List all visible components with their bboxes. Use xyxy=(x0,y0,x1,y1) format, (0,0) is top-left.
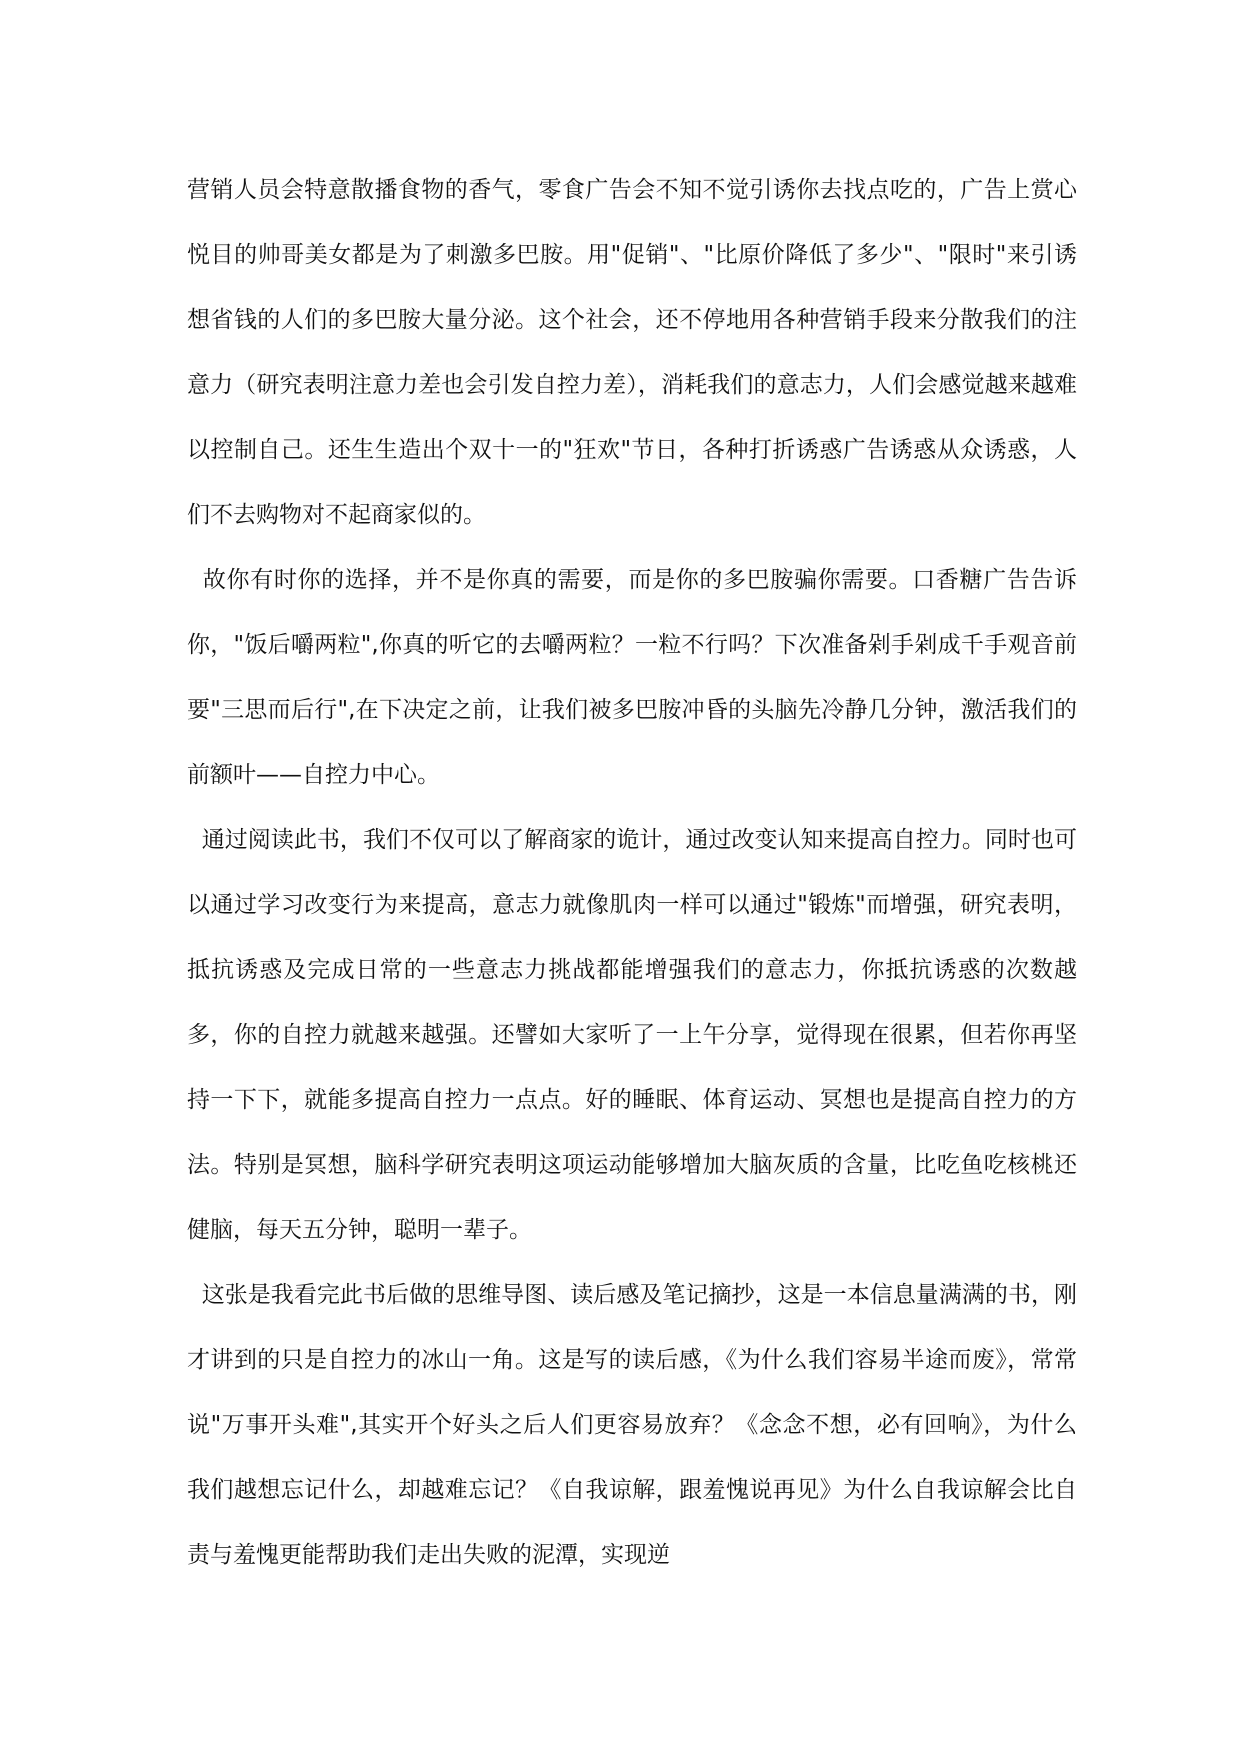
paragraph-1: 营销人员会特意散播食物的香气，零食广告会不知不觉引诱你去找点吃的，广告上赏心悦目的帅哥美女都是为了刺激多巴胺。用"促销"、"比原价降低了多少"、"限时"来引诱想省钱的人们的多巴胺大量分泌。这个社会，还不停地用各种营销手段来分散我们的注意力（研究表明注意力差也会引发自控力差），消耗我们的意志力，人们会感觉越来越难以控制自己。还生生造出个双十一的"狂欢"节日，各种打折诱惑广告诱惑从众诱惑，人们不去购物对不起商家似的。 xyxy=(187,177,1077,528)
paragraph-3: 通过阅读此书，我们不仅可以了解商家的诡计，通过改变认知来提高自控力。同时也可以通过学习改变行为来提高，意志力就像肌肉一样可以通过"锻炼"而增强，研究表明，抵抗诱惑及完成日常的一些意志力挑战都能增强我们的意志力，你抵抗诱惑的次数越多，你的自控力就越来越强。还譬如大家听了一上午分享，觉得现在很累，但若你再坚持一下下，就能多提高自控力一点点。好的睡眠、体育运动、冥想也是提高自控力的方法。特别是冥想，脑科学研究表明这项运动能够增加大脑灰质的含量，比吃鱼吃核桃还健脑，每天五分钟，聪明一辈子。 xyxy=(187,827,1078,1243)
paragraph-2: 故你有时你的选择，并不是你真的需要，而是你的多巴胺骗你需要。口香糖广告告诉你，"饭后嚼两粒",你真的听它的去嚼两粒？一粒不行吗？下次准备剁手剁成千手观音前要"三思而后行",在下决定之前，让我们被多巴胺冲昏的头脑先冷静几分钟，激活我们的前额叶——自控力中心。 xyxy=(187,567,1077,788)
body-text xyxy=(187,158,1077,1588)
paragraph-4: 这张是我看完此书后做的思维导图、读后感及笔记摘抄，这是一本信息量满满的书，刚才讲到的只是自控力的冰山一角。这是写的读后感，《为什么我们容易半途而废》，常常说"万事开头难",其实开个好头之后人们更容易放弃？《念念不想，必有回响》，为什么我们越想忘记什么，却越难忘记？《自我谅解，跟羞愧说再见》为什么自我谅解会比自责与羞愧更能帮助我们走出失败的泥潭，实现逆 xyxy=(187,1282,1078,1568)
